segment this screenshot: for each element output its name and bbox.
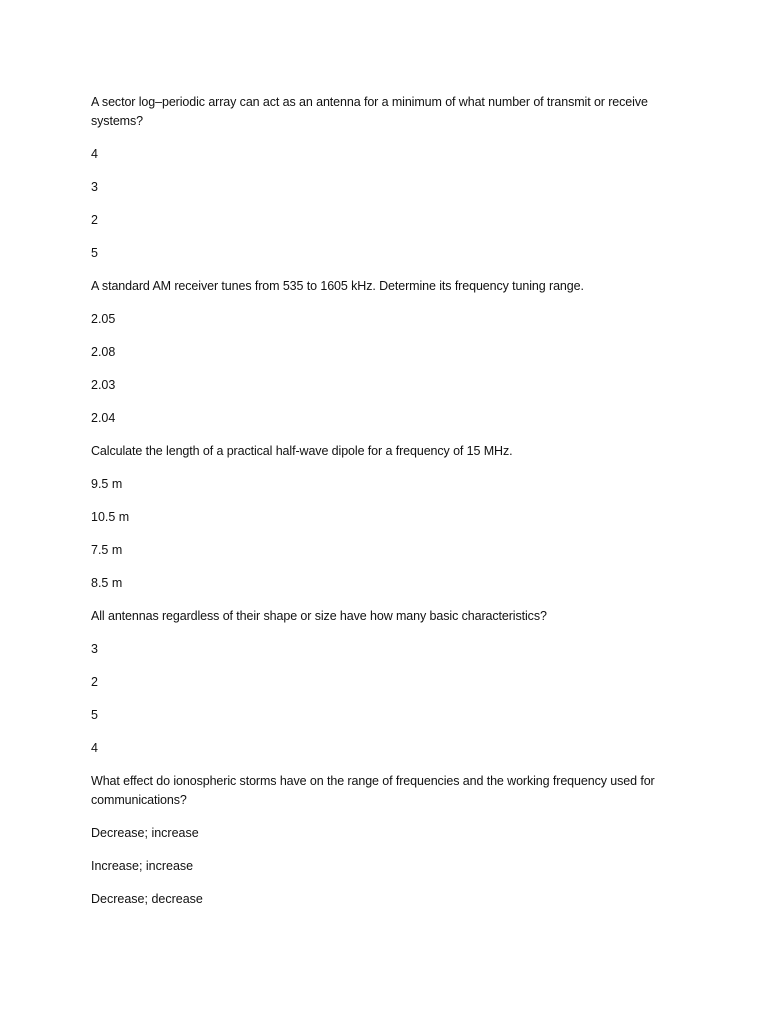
answer-option: 3 xyxy=(91,180,98,194)
question-text: A standard AM receiver tunes from 535 to 1605 kHz. Determine its frequency tuning range. xyxy=(91,279,584,293)
answer-option: Increase; increase xyxy=(91,859,194,873)
answer-option: 7.5 m xyxy=(91,543,123,557)
question-text: Calculate the length of a practical half-wave dipole for a frequency of 15 MHz. xyxy=(91,444,513,458)
answer-option: 9.5 m xyxy=(91,477,123,491)
question-block xyxy=(91,772,691,909)
answer-option: 2 xyxy=(91,213,98,227)
question-block xyxy=(91,442,691,593)
answer-option: 2.03 xyxy=(91,378,116,392)
question-text: All antennas regardless of their shape or size have how many basic characteristics? xyxy=(91,609,547,623)
answer-option: 2.04 xyxy=(91,411,116,425)
question-text: What effect do ionospheric storms have on the range of frequencies and the working frequency used for communications? xyxy=(91,774,655,807)
answer-option: 4 xyxy=(91,147,98,161)
question-block xyxy=(91,607,691,758)
answer-option: 5 xyxy=(91,246,98,260)
answer-option: 2.08 xyxy=(91,345,116,359)
question-block xyxy=(91,277,691,428)
answer-option: 5 xyxy=(91,708,98,722)
answer-option: 8.5 m xyxy=(91,576,123,590)
question-list xyxy=(91,93,691,923)
answer-option: 4 xyxy=(91,741,98,755)
answer-option: 10.5 m xyxy=(91,510,130,524)
answer-option: 2 xyxy=(91,675,98,689)
answer-option: Decrease; increase xyxy=(91,826,199,840)
answer-option: 3 xyxy=(91,642,98,656)
answer-option: Decrease; decrease xyxy=(91,892,203,906)
question-text: A sector log–periodic array can act as an antenna for a minimum of what number of transmit or receive systems? xyxy=(91,95,648,128)
answer-option: 2.05 xyxy=(91,312,116,326)
question-block xyxy=(91,93,691,263)
